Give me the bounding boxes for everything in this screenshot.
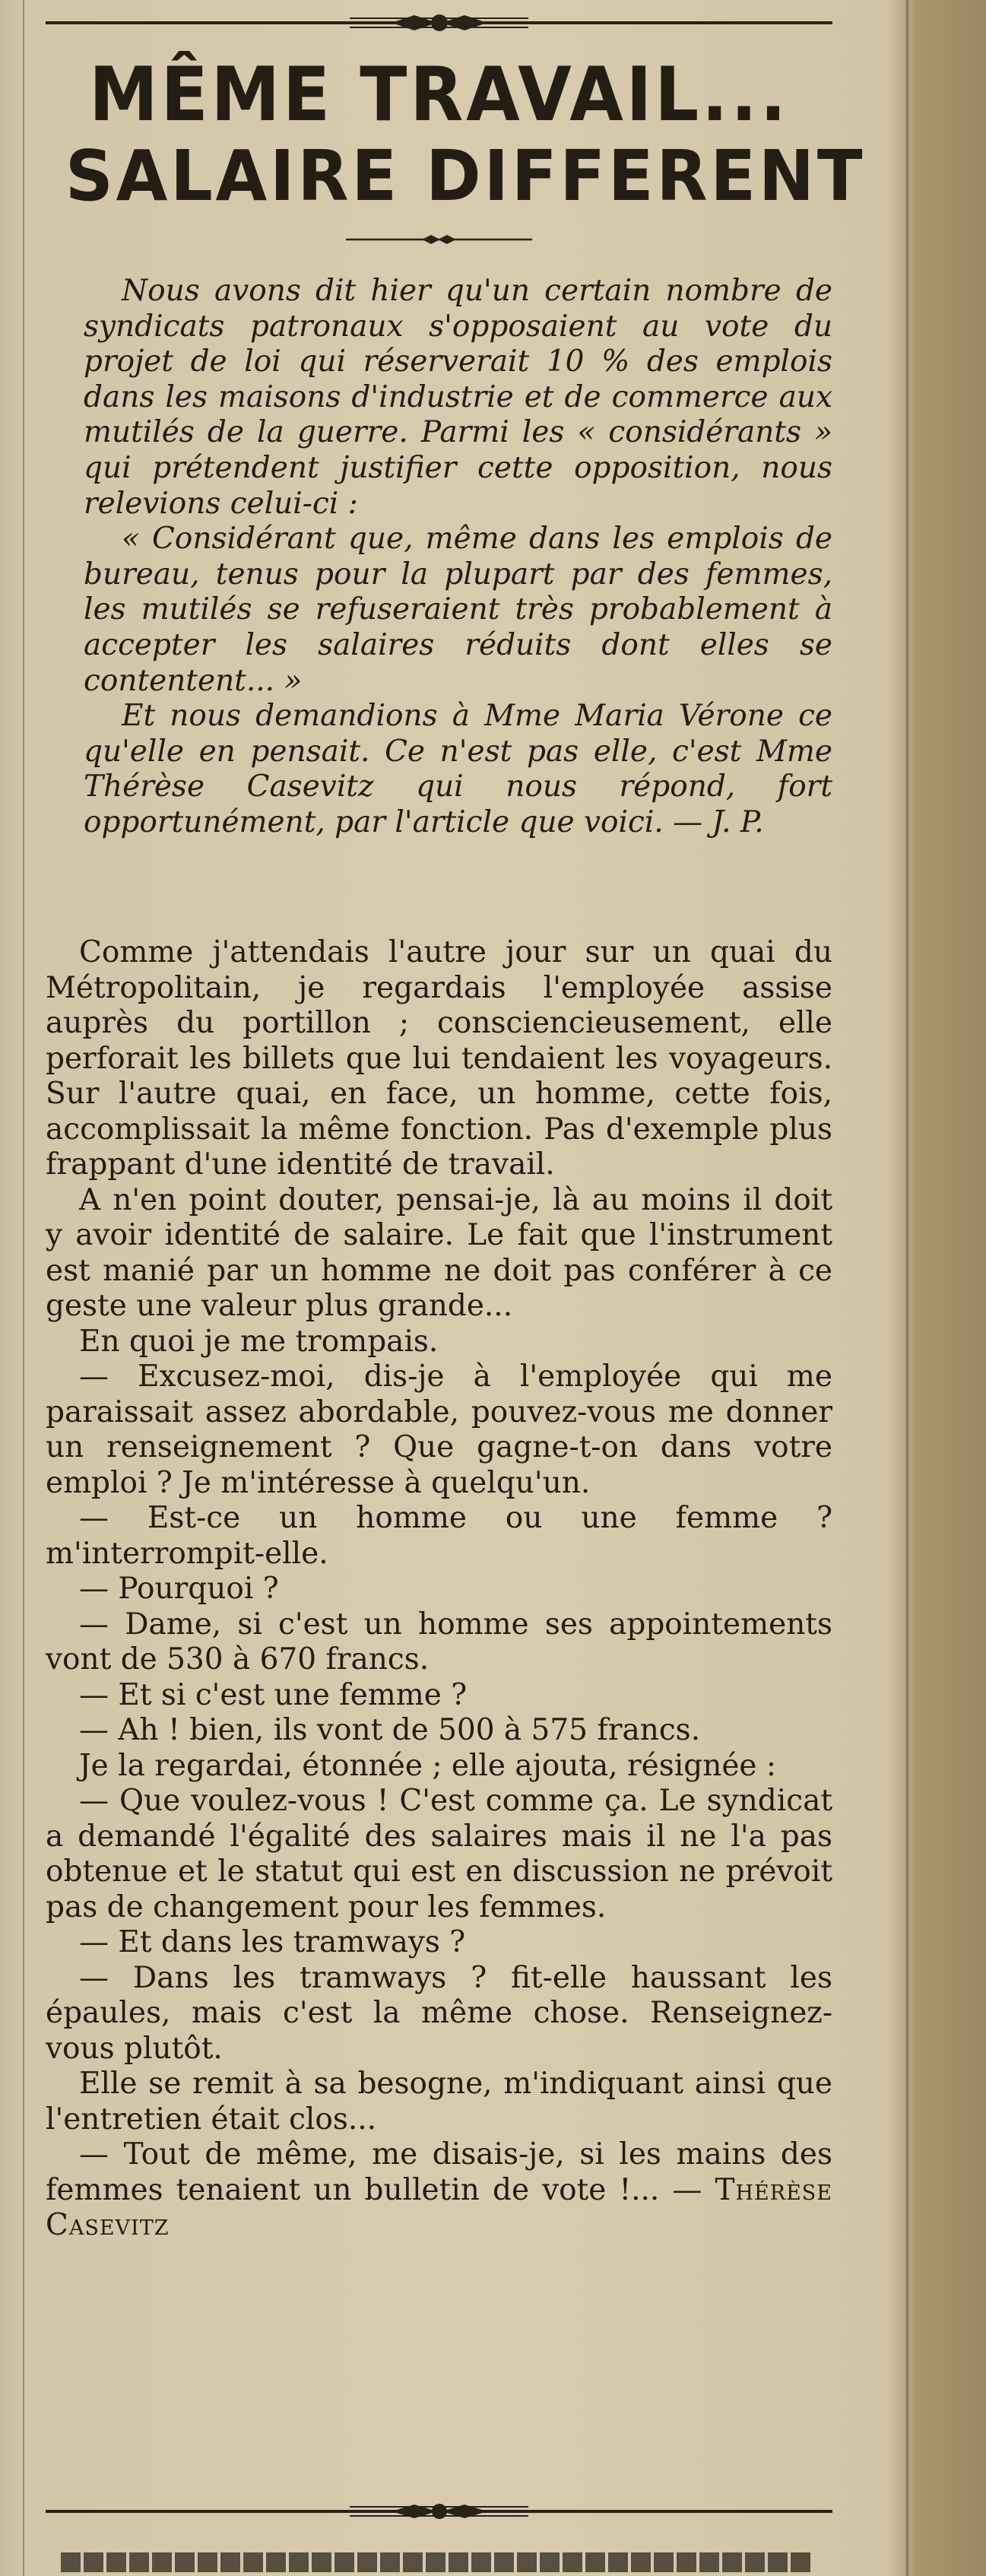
top-ornament <box>46 6 832 36</box>
author-signature: Thérèse Casevitz <box>46 2172 833 2242</box>
intro-paragraph: Et nous demandions à Mme Maria Vérone ce qu'elle en pensait. Ce n'est pas elle, c'est Mme Thérèse Casevitz qui nous répond, fort opportunément, par l'article que voici. — J. P. <box>84 699 832 839</box>
headline-line-1: MÊME TRAVAIL... <box>89 52 789 138</box>
body-paragraph: — Est-ce un homme ou une femme ? m'interrompit-elle. <box>46 1501 832 1571</box>
body-paragraph: — Ah ! bien, ils vont de 500 à 575 francs. <box>79 1713 701 1747</box>
body-paragraph: A n'en point douter, pensai-je, là au moins il doit y avoir identité de salaire. Le fait que l'instrument est manié par un homme ne doit pas conférer à ce geste une valeur plus grande... <box>46 1182 832 1323</box>
column-rule-right <box>906 0 908 2576</box>
body-paragraph: — Excusez-moi, dis-je à l'employée qui me paraissait assez abordable, pouvez-vous me donner un renseignement ? Que gagne-t-on dans votre emploi ? Je m'intéresse à quelqu'un. <box>46 1359 832 1500</box>
body-paragraph: Elle se remit à sa besogne, m'indiquant ainsi que l'entretien était clos... <box>46 2067 832 2137</box>
article-body <box>46 935 832 2244</box>
headline-ornament <box>346 232 532 247</box>
body-paragraph: — Pourquoi ? <box>79 1572 279 1606</box>
column-rule-left <box>23 0 24 2576</box>
intro-paragraph: Nous avons dit hier qu'un certain nombre de syndicats patronaux s'opposaient au vote du projet de loi qui réserverait 10 % des emplois dans les maisons d'industrie et de commerce aux mutilés de la guerre. Parmi les « considérants » qui prétendent justifier cette opposition, nous relevions celui-ci : <box>84 274 832 521</box>
body-paragraph: Comme j'attendais l'autre jour sur un quai du Métropolitain, je regardais l'employée assise auprès du portillon ; consciencieusement, elle perforait les billets que lui tendaient les voyageurs. Sur l'autre quai, en face, un homme, cette fois, accomplissait la même fonction. Pas d'exemple plus frappant d'une identité de travail. <box>46 935 832 1182</box>
final-sentence: — Tout de même, me disais-je, si les mains des femmes tenaient un bulletin de vote !... <box>46 2137 832 2207</box>
body-paragraph: — Que voulez-vous ! C'est comme ça. Le syndicat a demandé l'égalité des salaires mais il ne l'a pas obtenue et le statut qui est en discussion ne prévoit pas de changement pour les femmes. <box>46 1784 832 1924</box>
body-paragraph: — Et dans les tramways ? <box>79 1925 466 1959</box>
body-paragraph: — Dans les tramways ? fit-elle haussant les épaules, mais c'est la même chose. Renseignez-vous plutôt. <box>46 1960 832 2066</box>
body-paragraph: En quoi je me trompais. <box>79 1324 439 1359</box>
bottom-ornament <box>46 2500 832 2523</box>
body-paragraph-final <box>46 2137 832 2244</box>
intro-quote: « Considérant que, même dans les emplois de bureau, tenus pour la plupart par des femmes, les mutilés se refuseraient très probablement à accepter les salaires réduits dont elles se contentent... » <box>84 522 832 698</box>
signature-dash: — <box>659 2172 715 2207</box>
body-paragraph: — Et si c'est une femme ? <box>79 1677 468 1712</box>
headline-line-2: SALAIRE DIFFERENT <box>65 135 866 217</box>
editor-introduction <box>84 274 832 841</box>
next-article-banner <box>61 2549 813 2576</box>
body-paragraph: — Dame, si c'est un homme ses appointements vont de 530 à 670 francs. <box>46 1607 832 1677</box>
body-paragraph: Je la regardai, étonnée ; elle ajouta, résignée : <box>79 1748 777 1783</box>
